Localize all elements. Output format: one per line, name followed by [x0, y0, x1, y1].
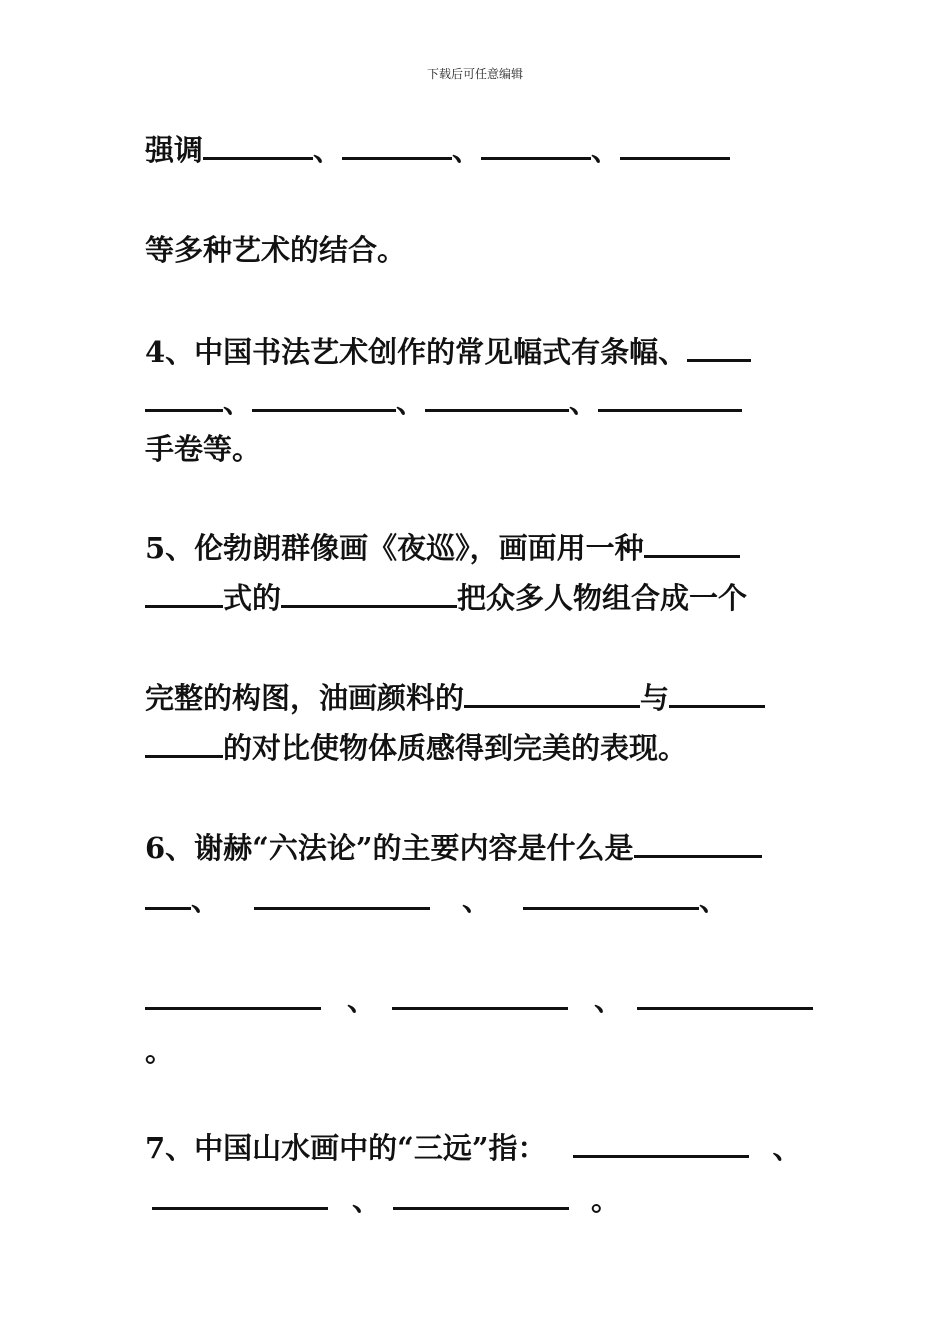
q7-period: 。 — [591, 1183, 621, 1217]
q4-blank-3[interactable] — [425, 382, 569, 412]
q3-separator-2: 、 — [452, 133, 482, 167]
q4-line-1 — [145, 332, 751, 371]
q5-blank-4b[interactable] — [145, 728, 223, 758]
q5-text-line3: 完整的构图，油画颜料的 — [145, 681, 465, 715]
q6-blank-2[interactable] — [254, 880, 430, 910]
q5-blank-4a[interactable] — [669, 678, 765, 708]
q3-blank-4[interactable] — [620, 130, 730, 160]
q4-question-text: 4、中国书法艺术创作的常见幅式有条幅、 — [145, 335, 688, 369]
q6-line-3 — [145, 980, 813, 1019]
q5-blank-2[interactable] — [281, 578, 457, 608]
q7-separator-1: 、 — [772, 1131, 802, 1165]
q4-line-2 — [145, 382, 742, 421]
q6-blank-4[interactable] — [145, 980, 321, 1010]
q6-separator-5: 、 — [594, 983, 624, 1017]
q5-question-text: 5、伦勃朗群像画《夜巡》，画面用一种 — [145, 531, 644, 565]
q4-separator-2: 、 — [396, 385, 426, 419]
q4-separator-1: 、 — [223, 385, 253, 419]
q6-separator-2: 、 — [462, 883, 492, 917]
q5-blank-1a[interactable] — [644, 528, 740, 558]
q7-blank-2[interactable] — [152, 1180, 328, 1210]
q5-text-mid: 式的 — [223, 581, 282, 615]
q6-separator-1: 、 — [191, 883, 221, 917]
q4-line-3 — [145, 430, 261, 468]
q7-blank-3[interactable] — [393, 1180, 569, 1210]
q4-text-end: 手卷等。 — [145, 432, 262, 466]
q4-blank-1b[interactable] — [145, 382, 223, 412]
q5-line-3 — [145, 678, 765, 717]
q5-text-yu: 与 — [640, 681, 670, 715]
q7-blank-1[interactable] — [573, 1128, 749, 1158]
q6-separator-4: 、 — [347, 983, 377, 1017]
q3-line-2 — [145, 231, 406, 269]
q4-blank-2[interactable] — [252, 382, 396, 412]
q7-separator-2: 、 — [352, 1183, 382, 1217]
q3-text-start: 强调 — [145, 133, 204, 167]
q7-line-2 — [152, 1180, 620, 1219]
q6-line-2 — [145, 880, 728, 919]
q3-blank-3[interactable] — [481, 130, 591, 160]
q6-blank-5[interactable] — [392, 980, 568, 1010]
q4-separator-3: 、 — [569, 385, 599, 419]
q5-line-4 — [145, 728, 687, 767]
q5-text-after: 把众多人物组合成一个 — [457, 581, 748, 615]
q5-blank-1b[interactable] — [145, 578, 223, 608]
q6-blank-1a[interactable] — [634, 828, 762, 858]
q3-separator-1: 、 — [313, 133, 343, 167]
q6-period: 。 — [145, 1034, 175, 1068]
page-header: 下载后可任意编辑 — [426, 67, 523, 81]
q6-line-4 — [145, 1032, 174, 1070]
q3-separator-3: 、 — [591, 133, 621, 167]
q5-line-1 — [145, 528, 740, 567]
q3-text-end: 等多种艺术的结合。 — [145, 233, 407, 267]
q6-line-1 — [145, 828, 762, 867]
q6-separator-3: 、 — [699, 883, 729, 917]
q6-blank-1b[interactable] — [145, 880, 191, 910]
q4-blank-4[interactable] — [598, 382, 742, 412]
q6-blank-3[interactable] — [523, 880, 699, 910]
q6-question-text: 6、谢赫“六法论”的主要内容是什么是 — [145, 831, 634, 865]
q3-line-1 — [145, 130, 730, 169]
q6-blank-6[interactable] — [637, 980, 813, 1010]
q7-line-1 — [145, 1128, 802, 1167]
q7-question-text: 7、中国山水画中的“三远”指： — [145, 1131, 547, 1165]
q3-blank-1[interactable] — [203, 130, 313, 160]
q5-text-end: 的对比使物体质感得到完美的表现。 — [223, 731, 688, 765]
q3-blank-2[interactable] — [342, 130, 452, 160]
q5-blank-3[interactable] — [464, 678, 640, 708]
q5-line-2 — [145, 578, 747, 617]
q4-blank-1a[interactable] — [687, 332, 751, 362]
